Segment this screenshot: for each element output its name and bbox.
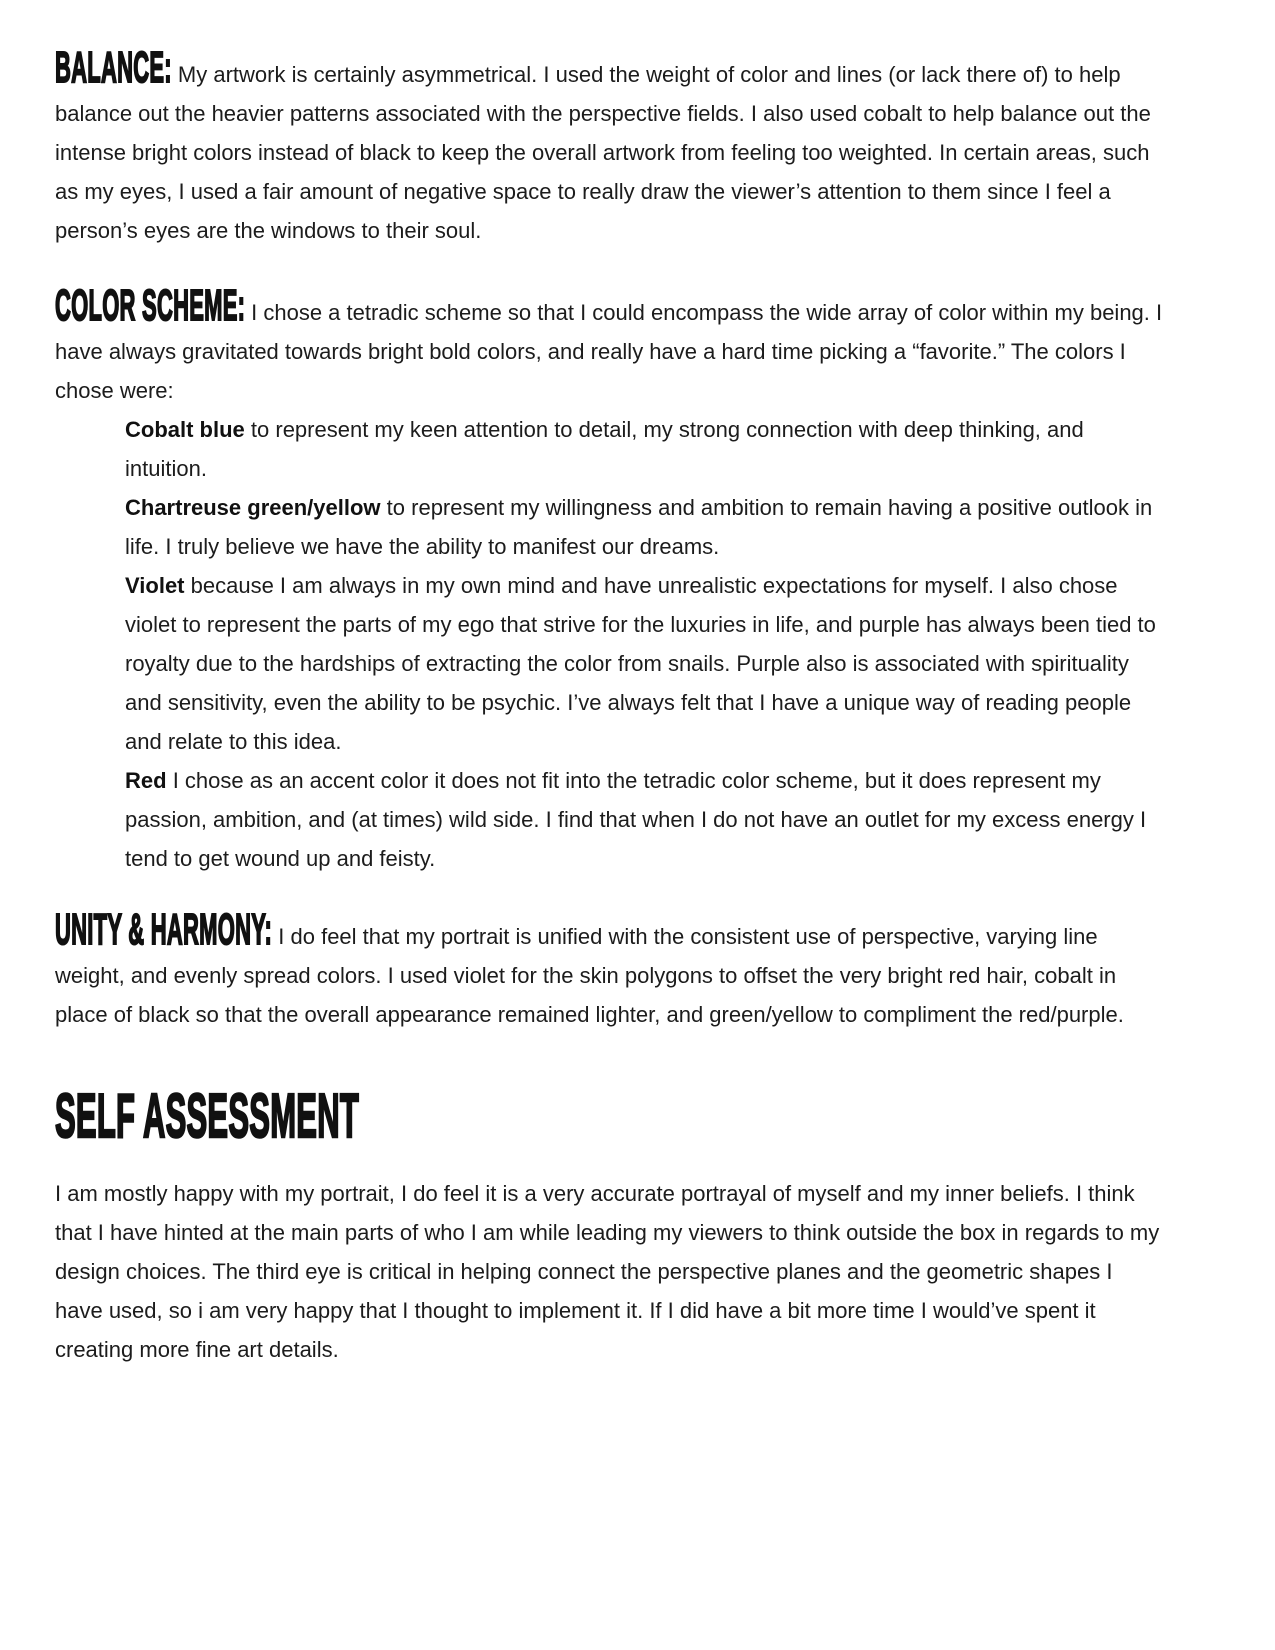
self-assessment-heading [55, 1082, 1163, 1151]
self-assessment-heading-text: SELF ASSESSMENT [55, 1082, 360, 1151]
color-name-violet: Violet [125, 573, 185, 598]
color-scheme-paragraph [55, 281, 1163, 410]
color-description-cobalt-blue: to represent my keen attention to detail, my strong connection with deep thinking, and intuition. [125, 417, 1084, 481]
unity-harmony-text: I do feel that my portrait is unified with the consistent use of perspective, varying line weight, and evenly spread colors. I used violet for the skin polygons to offset the very bright red hair, cobalt in place of black so that the overall appearance remained lighter, and green/yellow to compliment the red/purple. [55, 924, 1124, 1027]
self-assessment-text: I am mostly happy with my portrait, I do feel it is a very accurate portrayal of myself and my inner beliefs. I think that I have hinted at the main parts of who I am while leading my viewers to think outside the box in regards to my design choices. The third eye is critical in helping connect the perspective planes and the geometric shapes I have used, so i am very happy that I thought to implement it. If I did have a bit more time I would’ve spent it creating more fine art details. [55, 1181, 1160, 1362]
color-item-violet [125, 566, 1163, 761]
unity-harmony-heading: UNITY & HARMONY: [55, 905, 273, 954]
color-description-violet: because I am always in my own mind and have unrealistic expectations for myself. I also chose violet to represent the parts of my ego that strive for the luxuries in life, and purple has always been tied to royalty due to the hardships of extracting the color from snails. Purple also is associated with spirituality and sensitivity, even the ability to be psychic. I’ve always felt that I have a unique way of reading people and relate to this idea. [125, 573, 1156, 754]
color-scheme-heading: COLOR SCHEME: [55, 281, 246, 330]
unity-harmony-paragraph [55, 905, 1163, 1034]
color-item-chartreuse [125, 488, 1163, 566]
color-name-chartreuse: Chartreuse green/yellow [125, 495, 381, 520]
color-list [55, 410, 1163, 878]
color-name-cobalt-blue: Cobalt blue [125, 417, 245, 442]
self-assessment-paragraph [55, 1174, 1163, 1369]
color-scheme-text: I chose a tetradic scheme so that I could encompass the wide array of color within my being. I have always gravitated towards bright bold colors, and really have a hard time picking a “favorite.” The colors I chose were: [55, 300, 1163, 403]
color-description-chartreuse: to represent my willingness and ambition to remain having a positive outlook in life. I truly believe we have the ability to manifest our dreams. [125, 495, 1153, 559]
color-name-red: Red [125, 768, 167, 793]
color-item-red [125, 761, 1163, 878]
color-description-red: I chose as an accent color it does not fit into the tetradic color scheme, but it does represent my passion, ambition, and (at times) wild side. I find that when I do not have an outlet for my excess energy I tend to get wound up and feisty. [125, 768, 1147, 871]
balance-text: My artwork is certainly asymmetrical. I used the weight of color and lines (or lack there of) to help balance out the heavier patterns associated with the perspective fields. I also used cobalt to help balance out the intense bright colors instead of black to keep the overall artwork from feeling too weighted. In certain areas, such as my eyes, I used a fair amount of negative space to really draw the viewer’s attention to them since I feel a person’s eyes are the windows to their soul. [55, 62, 1151, 243]
color-item-cobalt-blue [125, 410, 1163, 488]
balance-paragraph [55, 43, 1163, 250]
balance-heading: BALANCE: [55, 43, 172, 92]
